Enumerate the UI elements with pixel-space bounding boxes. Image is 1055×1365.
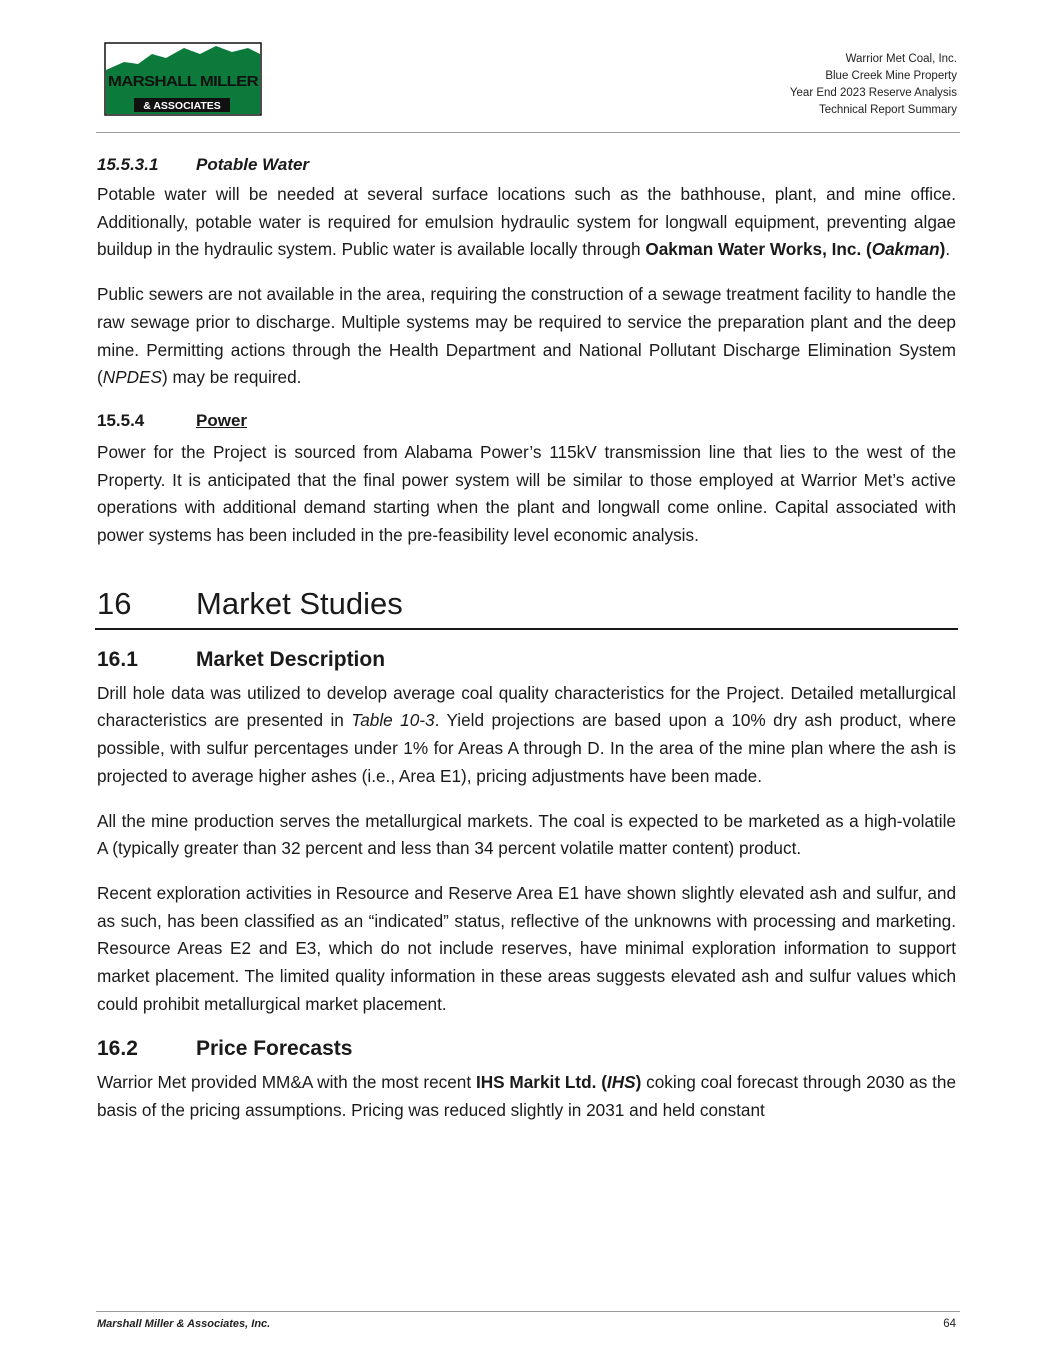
chapter-title: Market Studies (196, 585, 403, 621)
heading-16 (95, 584, 958, 630)
page-content (97, 153, 956, 1125)
text-run: ) may be required. (161, 367, 302, 388)
chapter-number: 16 (97, 585, 132, 621)
section-number: 16.1 (97, 647, 138, 671)
text-run: Warrior Met provided MM&A with the most recent (97, 1072, 476, 1093)
header-line-analysis: Year End 2023 Reserve Analysis (789, 87, 957, 99)
text-run: coking coal forecast through 2030 as the basis of the pricing assumptions. Pricing was reduced slightly in 2031 and held constant (97, 1072, 956, 1121)
entity-abbrev: IHS (606, 1072, 636, 1093)
paragraph-sewers (97, 281, 956, 392)
paragraph-market-2: All the mine production serves the metallurgical markets. The coal is expected to be marketed as a high-volatile A (typically greater than 32 percent and less than 34 percent volatile matter content) product. (97, 810, 956, 859)
logo-text-line1: MARSHALL MILLER (108, 74, 260, 90)
footer-divider (96, 1311, 960, 1312)
entity-name: Oakman Water Works, Inc. ( (645, 239, 872, 260)
section-title: Market Description (196, 647, 386, 671)
section-number: 16.2 (97, 1037, 138, 1061)
text-run: . (945, 239, 951, 260)
section-number: 15.5.4 (97, 410, 145, 430)
heading-16-2 (97, 1035, 956, 1063)
npdes-abbrev: NPDES (102, 367, 162, 388)
text-run: Drill hole data was utilized to develop average coal quality characteristics for the Project. Detailed metallurgical characteristics are presented in (97, 682, 956, 731)
text-run: . Yield projections are based upon a 10% dry ash product, where possible, with sulfur percentages under 1% for Areas A through D. In the area of the mine plan where the ash is projected to average higher ashes (i.e., Area E1), pricing adjustments have been made. (97, 710, 957, 786)
header-divider (96, 132, 960, 133)
text-run: Potable water will be needed at several surface locations such as the bathhouse, plant, and mine office. Additionally, potable water is required for emulsion hydraulic system for longwall equipment, preventing algae buildup in the hydraulic system. Public water is available locally through (97, 184, 956, 260)
entity-close: ) (939, 239, 946, 260)
header-line-property: Blue Creek Mine Property (825, 70, 957, 82)
paragraph-market-1 (97, 680, 956, 791)
section-title: Potable Water (196, 155, 310, 174)
entity-close: ) (635, 1072, 642, 1093)
paragraph-market-3: Recent exploration activities in Resource and Reserve Area E1 have shown slightly elevated ash and sulfur, and as such, has been classified as an “indicated” status, reflective of the unknowns with processing and marketing. Resource Areas E2 and E3, which do not include reserves, have minimal exploration information to support market placement. The limited quality information in these areas suggests elevated ash and sulfur values which could prohibit metallurgical market placement. (97, 882, 956, 1014)
header-line-report: Technical Report Summary (818, 104, 957, 116)
heading-16-1 (97, 646, 956, 674)
text-run: Public sewers are not available in the area, requiring the construction of a sewage treatment facility to handle the raw sewage prior to discharge. Multiple systems may be required to service the preparation plant and the deep mine. Permitting actions through the Health Department and National Pollutant Discharge Elimination System ( (97, 284, 956, 388)
table-reference: Table 10-3 (351, 710, 435, 731)
footer-company: Marshall Miller & Associates, Inc. (97, 1318, 271, 1330)
section-number: 15.5.3.1 (97, 155, 159, 174)
entity-abbrev: Oakman (871, 239, 940, 260)
section-title: Power (196, 410, 248, 430)
header-line-company: Warrior Met Coal, Inc. (845, 53, 957, 65)
paragraph-power: Power for the Project is sourced from Alabama Power’s 115kV transmission line that lies to the west of the Property. It is anticipated that the final power system will be similar to those employed at Warrior Met’s active operations with additional demand starting when the plant and longwall come online. Capital associated with power systems has been included in the pre-feasibility level economic analysis. (97, 441, 956, 546)
paragraph-price-forecast (97, 1069, 956, 1124)
section-title: Price Forecasts (196, 1037, 353, 1061)
page-number: 64 (943, 1318, 956, 1330)
company-logo (104, 42, 262, 116)
paragraph-potable-water (97, 181, 956, 264)
heading-15-5-3-1 (97, 153, 956, 177)
logo-text-line2: & ASSOCIATES (143, 100, 221, 112)
heading-15-5-4 (97, 409, 956, 433)
entity-name: IHS Markit Ltd. ( (475, 1072, 607, 1093)
header-info (790, 51, 957, 119)
